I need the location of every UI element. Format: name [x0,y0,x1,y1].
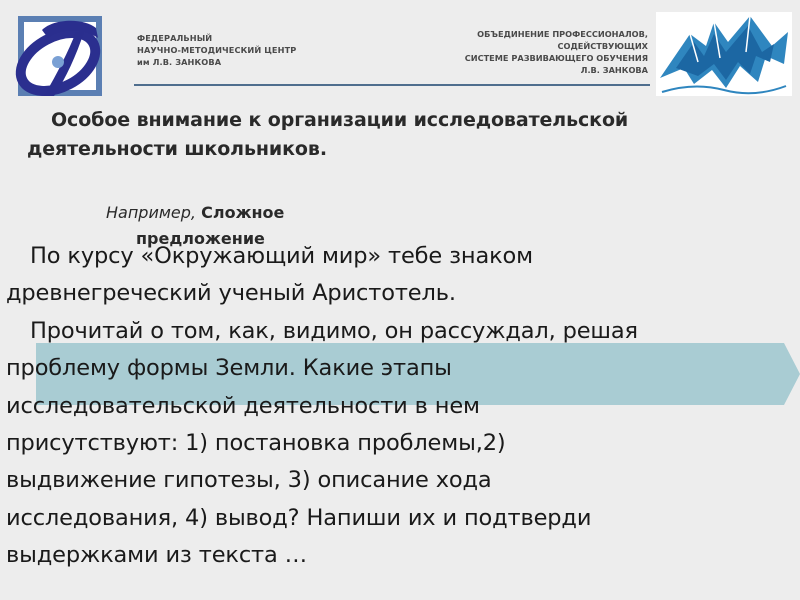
center-name [137,32,397,68]
association-name-line: ОБЪЕДИНЕНИЕ ПРОФЕССИОНАЛОВ, [477,29,648,39]
center-name-line: ФЕДЕРАЛЬНЫЙ [137,33,213,43]
task-text-line: исследовательской деятельности в нем [6,392,480,419]
slide-header [0,0,800,100]
task-text-line: проблему формы Земли. Какие этапы [6,355,452,382]
center-name-line: НАУЧНО-МЕТОДИЧЕСКИЙ ЦЕНТР [137,45,297,55]
association-name-line: СИСТЕМЕ РАЗВИВАЮЩЕГО ОБУЧЕНИЯ [464,53,648,63]
header-divider [134,84,650,86]
task-text-line: Прочитай о том, как, видимо, он рассуждал, решая [30,317,638,344]
example-label: Например, [106,203,197,222]
association-name [380,28,648,76]
center-name-line: им Л.В. ЗАНКОВА [137,57,222,67]
association-name-line: СОДЕЙСТВУЮЩИХ [557,41,648,51]
association-logo-icon [654,12,794,96]
task-text-line: присутствуют: 1) постановка проблемы,2) [6,430,506,457]
slide-title [27,106,767,164]
task-text-line: выдвижение гипотезы, 3) описание хода [6,467,492,494]
task-text-line: выдержками из текста … [6,542,307,569]
task-text-line: По курсу «Окружающий мир» тебе знаком [30,243,533,269]
task-text [6,238,796,575]
association-name-line: Л.В. ЗАНКОВА [580,65,648,75]
example-value: Сложное [201,203,285,222]
task-text-line: исследования, 4) вывод? Напиши их и подтверди [6,504,592,531]
example-value-continued: предложение [136,229,265,248]
task-text-line: древнегреческий ученый Аристотель. [6,280,456,307]
center-logo-icon [14,12,114,98]
slide-title-line: Особое внимание к организации исследовательской [51,109,629,131]
slide-title-line: деятельности школьников. [27,138,327,160]
